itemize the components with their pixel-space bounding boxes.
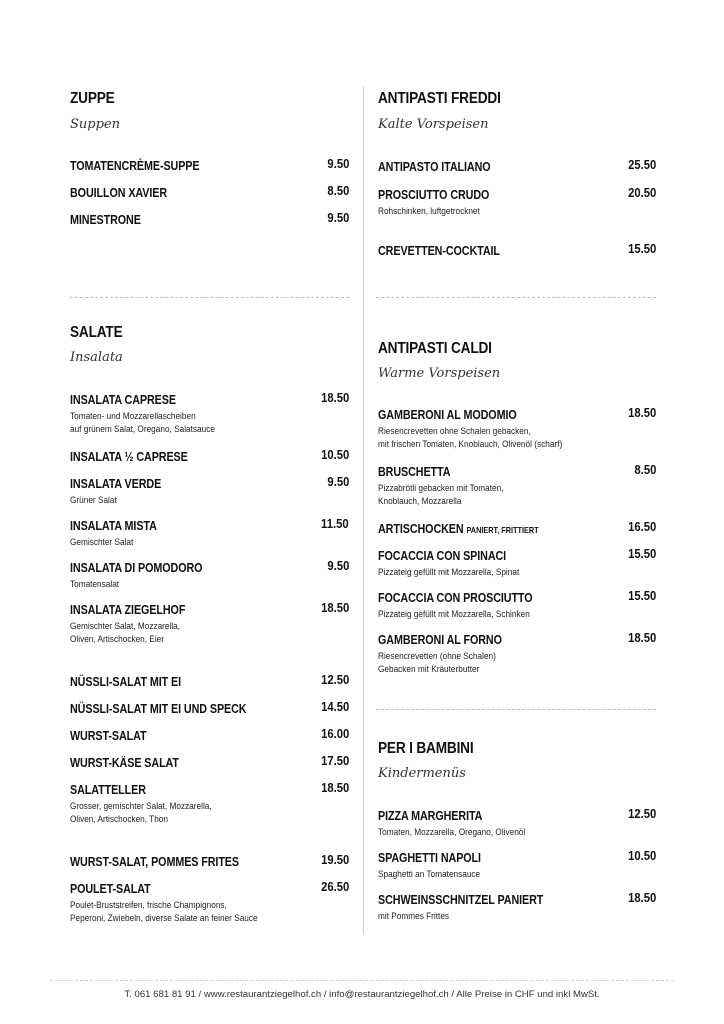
item-description: Peperoni, Zwiebeln, diverse Salate an feiner Sauce [70,913,258,925]
item-description: Pizzateig gefüllt mit Mozzarella, Schinken [378,609,530,620]
menu-item [378,807,656,839]
menu-item [70,475,349,507]
menu-item [70,184,349,202]
item-name: SCHWEINSSCHNITZEL PANIERT [378,893,544,907]
item-name: WURST-SALAT, POMMES FRITES [70,855,239,869]
item-name [378,522,539,536]
menu-item [70,700,349,718]
column-divider [363,86,364,934]
item-name: ANTIPASTO ITALIANO [378,160,491,174]
menu-item [378,520,656,538]
item-price: 9.50 [327,559,349,573]
item-price: 9.50 [327,157,349,171]
item-description: auf grünem Salat, Oregano, Salatsauce [70,424,215,436]
menu-item [378,631,656,676]
item-price: 15.50 [627,547,656,561]
item-description: Tomaten- und Mozzarellascheiben [70,411,196,422]
item-name: INSALATA ½ CAPRESE [70,450,188,464]
section-subtitle-per-i-bambini: Kindermenüs [378,766,466,781]
item-price: 18.50 [320,781,349,795]
item-description: Pizzabrötli gebacken mit Tomaten, [378,483,504,494]
item-price: 15.50 [627,242,656,256]
footer-separator [50,980,674,981]
item-name: TOMATENCRÈME-SUPPE [70,159,200,173]
item-price: 12.50 [320,673,349,687]
item-name: INSALATA CAPRESE [70,393,176,407]
item-description: Tomatensalat [70,579,120,590]
menu-item [70,448,349,466]
menu-item [378,463,656,508]
item-name: GAMBERONI AL MODOMIO [378,408,517,422]
item-name: NÜSSLI-SALAT MIT EI [70,675,182,689]
menu-item [70,517,349,549]
menu-item [378,589,656,621]
menu-item [70,880,349,925]
item-description: Spaghetti an Tomatensauce [378,869,481,880]
right-column [378,0,656,1024]
section-title-zuppe: ZUPPE [70,90,115,107]
item-name: WURST-KÄSE SALAT [70,756,179,770]
item-price: 20.50 [627,186,656,200]
item-price: 26.50 [320,880,349,894]
item-name: WURST-SALAT [70,729,147,743]
item-name: INSALATA DI POMODORO [70,561,203,575]
section-separator [70,297,349,298]
menu-item [70,853,349,871]
item-price: 19.50 [320,853,349,867]
menu-item [70,559,349,591]
item-price: 8.50 [327,184,349,198]
item-name: PIZZA MARGHERITA [378,809,483,823]
item-price: 16.00 [320,727,349,741]
item-price: 18.50 [627,406,656,420]
menu-item [378,186,656,218]
item-price: 18.50 [320,601,349,615]
item-price: 18.50 [627,891,656,905]
item-description: Gebacken mit Kräuterbutter [378,664,480,676]
left-column [70,0,349,1024]
item-price: 16.50 [627,520,656,534]
item-name: INSALATA VERDE [70,477,162,491]
item-price: 17.50 [320,754,349,768]
item-description: Knoblauch, Mozzarella [378,496,462,508]
menu-item [70,727,349,745]
item-description: Grüner Salat [70,495,117,506]
item-price: 25.50 [627,158,656,172]
item-price: 14.50 [320,700,349,714]
section-separator [376,709,656,710]
section-separator [376,297,656,298]
item-name: FOCACCIA CON PROSCIUTTO [378,591,533,605]
item-price: 8.50 [634,463,656,477]
item-name: NÜSSLI-SALAT MIT EI UND SPECK [70,702,247,716]
item-price: 10.50 [627,849,656,863]
item-name: SALATTELLER [70,783,146,797]
menu-item [378,547,656,579]
menu-item [70,157,349,175]
item-name: SPAGHETTI NAPOLI [378,851,481,865]
item-description: Rohschinken, luftgetrocknet [378,206,480,217]
menu-item [378,406,656,451]
item-description: Pizzateig gefüllt mit Mozzarella, Spinat [378,567,520,578]
item-name: MINESTRONE [70,213,141,227]
item-price: 10.50 [320,448,349,462]
item-name: GAMBERONI AL FORNO [378,633,502,647]
item-description: Poulet-Bruststreifen, frische Champignons, [70,900,227,911]
item-name: POULET-SALAT [70,882,151,896]
item-description: Riesencrevetten ohne Schalen gebacken, [378,426,531,437]
item-price: 15.50 [627,589,656,603]
item-price: 18.50 [320,391,349,405]
item-name: INSALATA ZIEGELHOF [70,603,186,617]
item-price: 9.50 [327,211,349,225]
section-subtitle-antipasti-freddi: Kalte Vorspeisen [378,117,489,132]
menu-item [378,242,656,260]
item-description: mit frischen Tomaten, Knoblauch, Olivenöl (scharf) [378,439,563,451]
item-price: 12.50 [627,807,656,821]
item-name: PROSCIUTTO CRUDO [378,188,490,202]
item-price: 18.50 [627,631,656,645]
section-title-per-i-bambini: PER I BAMBINI [378,740,474,757]
footer-contact: T. 061 681 81 91 / www.restaurantziegelhof.ch / info@restaurantziegelhof.ch / Alle Preise in CHF und inkl MwSt. [124,989,600,1000]
section-title-antipasti-freddi: ANTIPASTI FREDDI [378,90,501,107]
menu-item [378,891,656,923]
item-name-main: ARTISCHOCKEN [378,522,464,536]
section-title-antipasti-caldi: ANTIPASTI CALDI [378,340,492,357]
item-description: mit Pommes Frittes [378,911,450,922]
item-price: 11.50 [321,517,349,531]
menu-item [70,211,349,229]
section-subtitle-zuppe: Suppen [70,117,120,132]
section-subtitle-salate: Insalata [70,350,123,365]
item-description: Gemischter Salat [70,537,134,548]
item-description: Oliven, Artischocken, Eier [70,634,165,646]
section-subtitle-antipasti-caldi: Warme Vorspeisen [378,366,501,381]
menu-item [70,673,349,691]
menu-item [70,601,349,646]
item-name: BRUSCHETTA [378,465,451,479]
item-description: Tomaten, Mozzarella, Oregano, Olivenöl [378,827,526,838]
item-price: 9.50 [327,475,349,489]
item-name: CREVETTEN-COCKTAIL [378,244,500,258]
menu-item [378,158,656,176]
menu-item [70,754,349,772]
section-title-salate: SALATE [70,324,123,341]
menu-item [70,391,349,436]
item-name: BOUILLON XAVIER [70,186,168,200]
item-name: FOCACCIA CON SPINACI [378,549,507,563]
menu-item [378,849,656,881]
item-description: Gemischter Salat, Mozzarella, [70,621,181,632]
menu-item [70,781,349,826]
item-description: Grosser, gemischter Salat, Mozzarella, [70,801,212,812]
item-description: Riesencrevetten (ohne Schalen) [378,651,496,662]
item-description: Oliven, Artischocken, Thon [70,814,168,826]
item-name-note: PANIERT, FRITTIERT [466,525,539,535]
item-name: INSALATA MISTA [70,519,157,533]
